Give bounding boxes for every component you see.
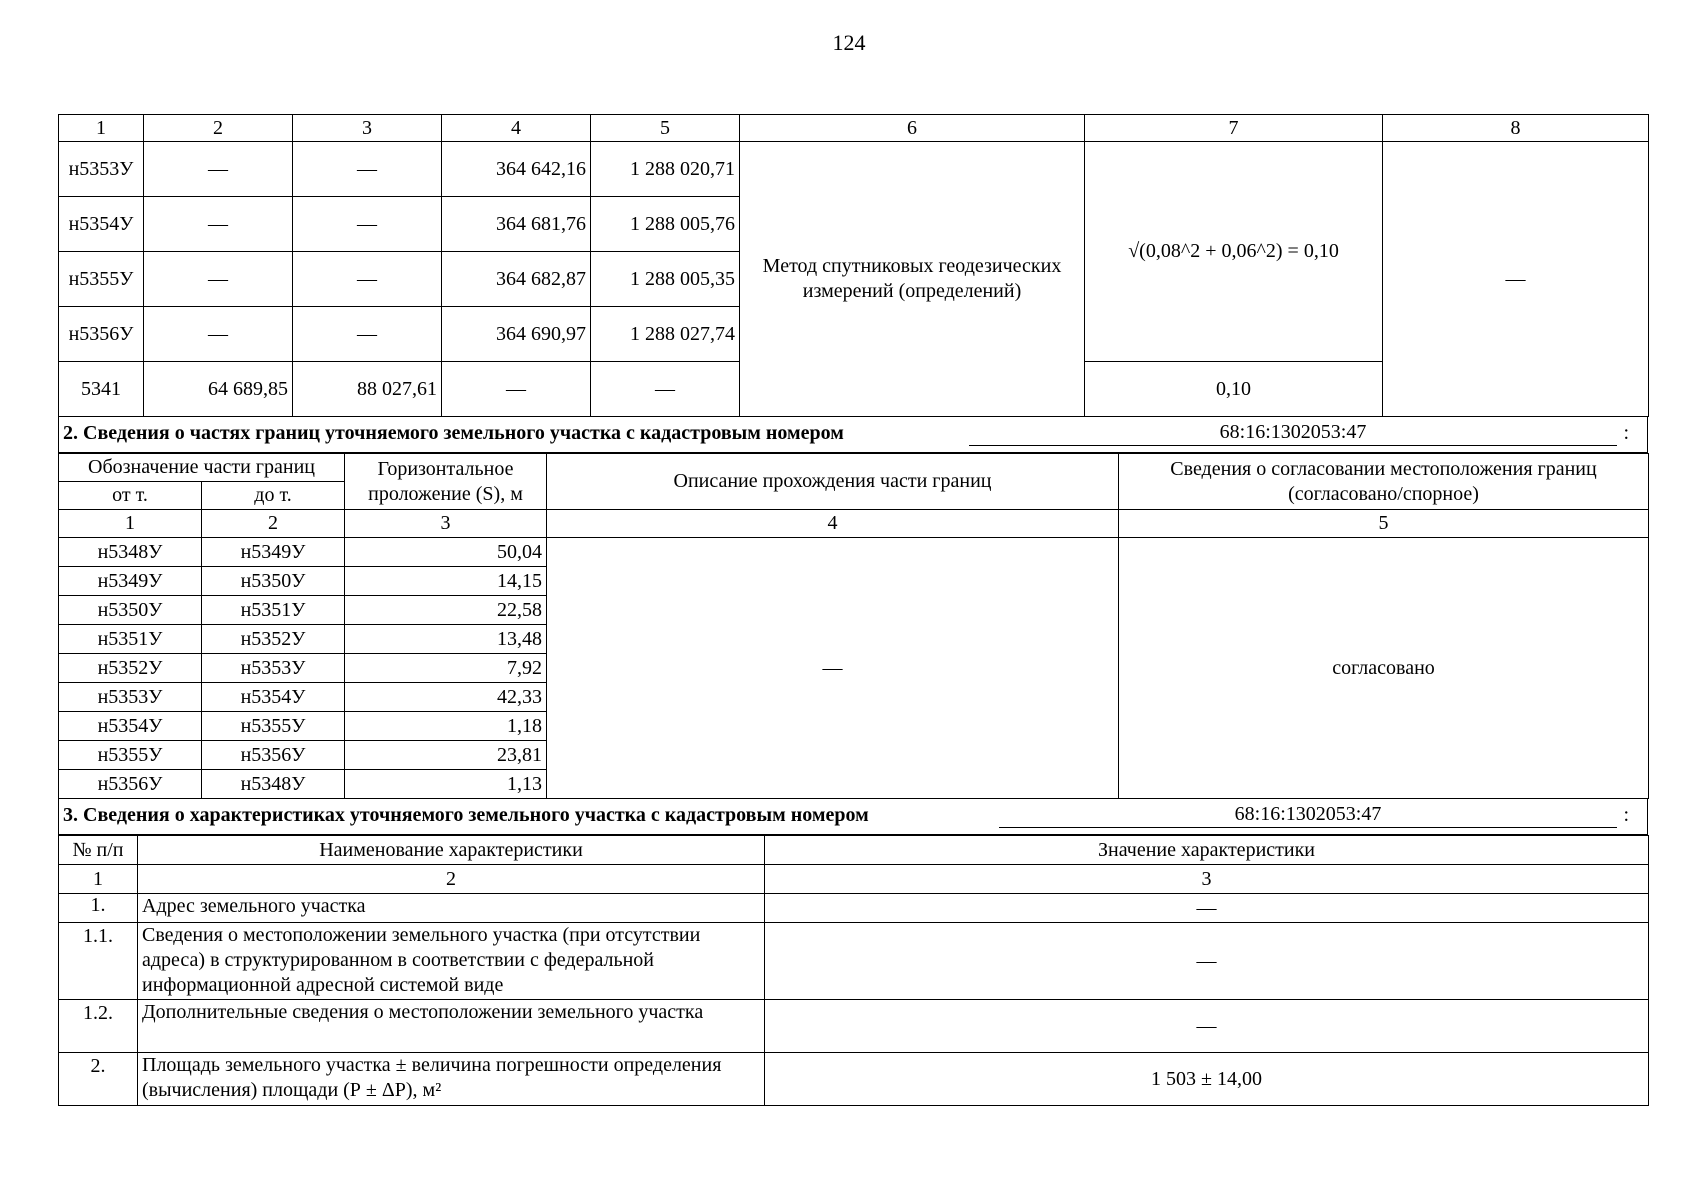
characteristics-table: [58, 835, 1649, 1106]
section-2-title: 2. Сведения о частях границ уточняемого земельного участка с кадастровым номером: [63, 422, 844, 444]
char-value: —: [765, 894, 1649, 923]
table-row: [59, 894, 1649, 923]
part-designation-header: Обозначение части границ: [59, 454, 345, 482]
from-point: н5353У: [59, 683, 202, 712]
accuracy-last: 0,10: [1085, 362, 1383, 417]
col-number: 7: [1085, 115, 1383, 142]
horizontal-value: 50,04: [345, 538, 547, 567]
char-name: Адрес земельного участка: [138, 894, 765, 923]
horizontal-value: 23,81: [345, 741, 547, 770]
to-point: н5356У: [202, 741, 345, 770]
from-point: н5348У: [59, 538, 202, 567]
to-header: до т.: [202, 482, 345, 510]
horizontal-value: 13,48: [345, 625, 547, 654]
char-name: Дополнительные сведения о местоположении земельного участка: [138, 1000, 765, 1053]
from-header: от т.: [59, 482, 202, 510]
col-number: 3: [345, 510, 547, 538]
to-point: н5348У: [202, 770, 345, 799]
col-number: 2: [138, 865, 765, 894]
col-number: 4: [547, 510, 1119, 538]
char-value: —: [765, 923, 1649, 1000]
point-name: н5353У: [59, 142, 144, 197]
num-header: № п/п: [59, 836, 138, 865]
col-number: 1: [59, 510, 202, 538]
table-row: [59, 923, 1649, 1000]
y-new: 1 288 020,71: [591, 142, 740, 197]
col-number: 4: [442, 115, 591, 142]
accuracy-formula: √(0,08^2 + 0,06^2) = 0,10: [1085, 142, 1383, 362]
col-number: 1: [59, 115, 144, 142]
to-point: н5351У: [202, 596, 345, 625]
x-new: 364 642,16: [442, 142, 591, 197]
table-row: [59, 1053, 1649, 1106]
y-new: 1 288 005,35: [591, 252, 740, 307]
agreement-header: Сведения о согласовании местоположения границ (согласовано/спорное): [1119, 454, 1649, 510]
y-new: 1 288 005,76: [591, 197, 740, 252]
point-name: н5354У: [59, 197, 144, 252]
col-number: 5: [591, 115, 740, 142]
from-point: н5356У: [59, 770, 202, 799]
col-number: 2: [202, 510, 345, 538]
y-old: 88 027,61: [293, 362, 442, 417]
char-num: 1.2.: [59, 1000, 138, 1053]
col-number: 8: [1383, 115, 1649, 142]
header-row: [59, 454, 1649, 482]
x-old: —: [144, 252, 293, 307]
point-name: н5355У: [59, 252, 144, 307]
col-number: 3: [765, 865, 1649, 894]
from-point: н5349У: [59, 567, 202, 596]
horizontal-value: 14,15: [345, 567, 547, 596]
from-point: н5352У: [59, 654, 202, 683]
y-new: —: [591, 362, 740, 417]
y-new: 1 288 027,74: [591, 307, 740, 362]
point-name: н5356У: [59, 307, 144, 362]
x-old: —: [144, 307, 293, 362]
table-row: [59, 142, 1649, 197]
coordinates-table: [58, 114, 1649, 417]
section-2-title-row: [58, 417, 1648, 453]
to-point: н5354У: [202, 683, 345, 712]
y-old: —: [293, 252, 442, 307]
column-number-row: [59, 510, 1649, 538]
name-header: Наименование характеристики: [138, 836, 765, 865]
horizontal-value: 42,33: [345, 683, 547, 712]
page-number: 124: [832, 30, 866, 55]
section-3-colon: :: [1623, 804, 1629, 826]
column-number-row: [59, 865, 1649, 894]
y-old: —: [293, 307, 442, 362]
horizontal-value: 22,58: [345, 596, 547, 625]
method-cell: Метод спутниковых геодезических измерений (определений): [740, 142, 1085, 417]
column-number-row: [59, 115, 1649, 142]
section-3-title-row: [58, 799, 1648, 835]
x-old: —: [144, 197, 293, 252]
x-old: 64 689,85: [144, 362, 293, 417]
table-row: [59, 1000, 1649, 1053]
col8-value: —: [1383, 142, 1649, 417]
char-name: Сведения о местоположении земельного участка (при отсутствии адреса) в структурированном в соответствии с федеральной информационной адресной системой виде: [138, 923, 765, 1000]
to-point: н5353У: [202, 654, 345, 683]
x-new: 364 681,76: [442, 197, 591, 252]
boundary-parts-table: [58, 453, 1649, 799]
agreement-value: согласовано: [1119, 538, 1649, 799]
document-content: [58, 114, 1648, 1106]
to-point: н5350У: [202, 567, 345, 596]
section-2-colon: :: [1623, 422, 1629, 444]
table-row: [59, 538, 1649, 567]
col-number: 6: [740, 115, 1085, 142]
col-number: 2: [144, 115, 293, 142]
char-value: —: [765, 1000, 1649, 1053]
col-number: 5: [1119, 510, 1649, 538]
from-point: н5350У: [59, 596, 202, 625]
x-new: 364 690,97: [442, 307, 591, 362]
y-old: —: [293, 142, 442, 197]
x-new: —: [442, 362, 591, 417]
point-name: 5341: [59, 362, 144, 417]
value-header: Значение характеристики: [765, 836, 1649, 865]
col-number: 3: [293, 115, 442, 142]
to-point: н5349У: [202, 538, 345, 567]
section-2-cadastral-number: 68:16:1302053:47: [969, 421, 1617, 446]
from-point: н5355У: [59, 741, 202, 770]
from-point: н5354У: [59, 712, 202, 741]
char-value: 1 503 ± 14,00: [765, 1053, 1649, 1106]
section-3-cadastral-number: 68:16:1302053:47: [999, 803, 1617, 828]
col-number: 1: [59, 865, 138, 894]
horizontal-value: 7,92: [345, 654, 547, 683]
char-num: 1.1.: [59, 923, 138, 1000]
header-row: [59, 836, 1649, 865]
description-value: —: [547, 538, 1119, 799]
to-point: н5352У: [202, 625, 345, 654]
char-name: Площадь земельного участка ± величина погрешности определения (вычисления) площади (Р ± ΔР), м²: [138, 1053, 765, 1106]
from-point: н5351У: [59, 625, 202, 654]
char-num: 2.: [59, 1053, 138, 1106]
x-new: 364 682,87: [442, 252, 591, 307]
to-point: н5355У: [202, 712, 345, 741]
horizontal-value: 1,13: [345, 770, 547, 799]
x-old: —: [144, 142, 293, 197]
horizontal-value: 1,18: [345, 712, 547, 741]
char-num: 1.: [59, 894, 138, 923]
y-old: —: [293, 197, 442, 252]
section-3-title: 3. Сведения о характеристиках уточняемого земельного участка с кадастровым номером: [63, 804, 869, 826]
horizontal-header: Горизонтальное проложение (S), м: [345, 454, 547, 510]
description-header: Описание прохождения части границ: [547, 454, 1119, 510]
